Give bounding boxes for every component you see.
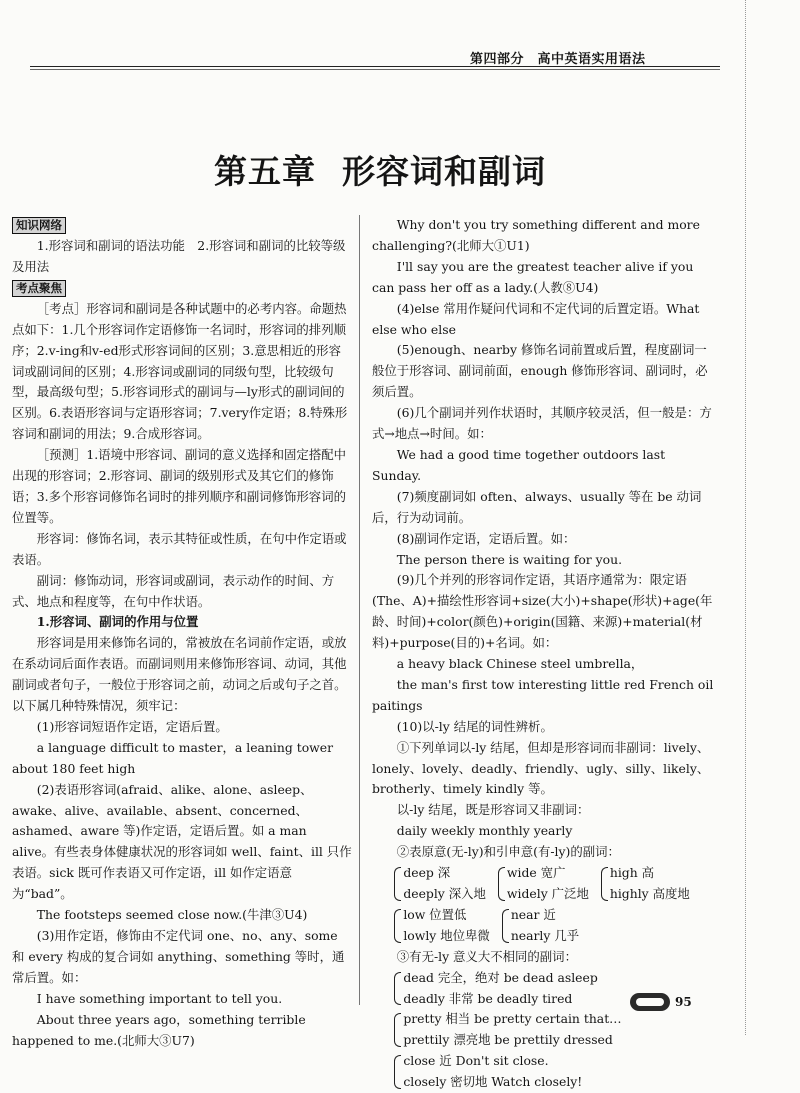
brace-icon: [601, 867, 608, 901]
paragraph: 形容词是用来修饰名词的，常被放在名词前作定语，或放在系动词后面作表语。而副词则用来修饰形容词、动词，其他副词或者句子，一般位于形容词之前，动词之后或句子之首。以下属几种特殊情况，须牢记：: [12, 635, 347, 714]
brace-group-row: [394, 1051, 714, 1093]
example: I have something important to tell you.: [36, 990, 283, 1006]
paragraph: 形容词：修饰名词，表示其特征或性质，在句中作定语或表语。: [12, 530, 347, 567]
chapter-name: 形容词和副词: [342, 152, 546, 191]
example: The footsteps seemed close now.(牛津③U4): [36, 907, 308, 923]
pair-item: prettily 漂亮地 be prettily dressed: [403, 1032, 613, 1048]
pair-item: deadly 非常 be deadly tired: [403, 990, 573, 1006]
header-rule: [30, 66, 720, 67]
running-header: 第四部分 高中英语实用语法: [470, 52, 646, 67]
paragraph: (9)几个并列的形容词作定语，其语序通常为：限定语(The、A)+描绘性形容词+size(大小)+shape(形状)+age(年龄、时间)+color(颜色)+origin(国籍、来源)+material(材料)+purpose(目的)+名词。如：: [372, 572, 713, 651]
example: daily weekly monthly yearly: [396, 823, 573, 839]
page-edge: [745, 0, 746, 1035]
example: a heavy black Chinese steel umbrella，: [396, 656, 644, 672]
paragraph: ③有无-ly 意义大不相同的副词：: [396, 948, 577, 964]
paragraph: (1)形容词短语作定语，定语后置。: [36, 718, 228, 734]
paragraph: (10)以-ly 结尾的词性辨析。: [396, 718, 553, 734]
page-ornament-icon: [630, 993, 670, 1011]
page-number-text: 95: [675, 995, 692, 1009]
column-divider: [359, 215, 360, 1005]
brace-icon: [498, 867, 505, 901]
pair-item: closely 密切地 Watch closely!: [403, 1074, 583, 1090]
paragraph: ［预测］1.语境中形容词、副词的意义选择和固定搭配中出现的形容词；2.形容词、副词的级别形式及其它们的修饰语；3.多个形容词修饰名词时的排列顺序和副词修饰形容词的位置等。: [12, 447, 346, 525]
example: We had a good time together outdoors last Sunday.: [372, 446, 666, 483]
pair-item: deep 深: [403, 865, 451, 881]
pair-item: dead 完全，绝对 be dead asleep: [403, 969, 598, 985]
paragraph: (5)enough、nearby 修饰名词前置或后置，程度副词一般位于形容词、副词前面，enough 修饰形容词、副词时，必须后置。: [372, 342, 708, 400]
example: the man's first tow interesting little red French oil paitings: [372, 676, 714, 713]
example: a language difficult to master，a leaning tower about 180 feet high: [12, 739, 334, 776]
pair-item: pretty 相当 be pretty certain that…: [403, 1011, 622, 1027]
brace-pair: [394, 1051, 582, 1093]
brace-pair: [394, 863, 486, 905]
paragraph: 副词：修饰动词，形容词或副词，表示动作的时间、方式、地点和程度等，在句中作状语。: [12, 572, 335, 609]
pair-item: close 近 Don't sit close.: [403, 1053, 549, 1069]
left-column: [12, 215, 352, 1051]
paragraph: ②表原意(无-ly)和引申意(有-ly)的副词：: [396, 844, 620, 860]
brace-icon: [502, 909, 509, 943]
right-column: [372, 215, 714, 1093]
brace-icon: [394, 1055, 401, 1089]
pair-item: high 高: [609, 865, 655, 881]
brace-icon: [394, 972, 401, 1006]
pair-item: lowly 地位卑微: [403, 927, 490, 943]
pair-item: highly 高度地: [609, 886, 690, 901]
pair-item: low 位置低: [403, 906, 467, 922]
brace-pair: [394, 968, 597, 1010]
brace-pair: [394, 905, 490, 947]
brace-group-row: [394, 905, 714, 947]
paragraph: ①下列单词以-ly 结尾，但却是形容词而非副词：lively、lonely、lovely、deadly、friendly、ugly、silly、likely、brotherly、timely kindly 等。: [372, 739, 710, 797]
brace-pair: [502, 905, 579, 947]
pair-item: near 近: [510, 906, 556, 922]
header-rule-thin: [30, 69, 720, 70]
chapter-number: 第五章: [214, 152, 316, 191]
paragraph: (8)副词作定语，定语后置。如：: [396, 530, 576, 546]
example: The person there is waiting for you.: [396, 551, 623, 567]
paragraph: (7)频度副词如 often、always、usually 等在 be 动词后，行为动词前。: [372, 488, 702, 525]
paragraph: ［考点］形容词和副词是各种试题中的必考内容。命题热点如下：1.几个形容词作定语修饰一名词时，形容词的排列顺序；2.v-ing和v-ed形式形容词间的区别；3.意思相近的形容词或副词间的区别；4.形容词或副词的同级句型，比较级句型，最高级句型；5.形容词形式的副词与—ly形式的副词间的区别。6.表语形容词与定语形容词；7.very作定语；8.特殊形容词和副词的用法；9.合成形容词。: [12, 300, 348, 442]
section-tag-knowledge: 知识网络: [12, 217, 66, 234]
subheading: 1.形容词、副词的作用与位置: [36, 614, 199, 630]
page-number: [630, 993, 692, 1011]
paragraph: (2)表语形容词(afraid、alike、alone、asleep、awake、alive、available、absent、concerned、ashamed、aware 等)作定语，定语后置。如 a man alive。有些表身体健康状况的形容词如 well、faint、ill 只作表语。sick 既可作表语又可作定语，ill 如作定语意为“bad”。: [12, 781, 352, 902]
paragraph: (6)几个副词并列作状语时，其顺序较灵活，但一般是：方式→地点→时间。如：: [372, 405, 712, 442]
brace-group-row: [394, 863, 714, 905]
section-tag-focus: 考点聚焦: [12, 280, 66, 297]
chapter-title: [0, 146, 760, 193]
brace-pair: [601, 863, 690, 905]
pair-item: wide 宽广: [506, 865, 566, 881]
example: I'll say you are the greatest teacher alive if you can pass her off as a lady.(人教⑧U4): [372, 258, 694, 295]
pair-item: nearly 几乎: [510, 927, 580, 943]
brace-icon: [394, 867, 401, 901]
pair-item: widely 广泛地: [506, 886, 589, 901]
example: Why don't you try something different and more challenging?(北师大①U1): [372, 217, 700, 253]
pair-item: deeply 深入地: [403, 886, 486, 901]
paragraph: 以-ly 结尾，既是形容词又非副词：: [396, 802, 590, 818]
brace-pair: [394, 1009, 621, 1051]
paragraph: (3)用作定语，修饰由不定代词 one、no、any、some 和 every 构成的复合词如 anything、something 等时，通常后置。如：: [12, 928, 345, 985]
brace-icon: [394, 1013, 401, 1047]
brace-pair: [498, 863, 589, 905]
example: About three years ago，something terrible happened to me.(北师大③U7): [12, 1011, 306, 1048]
brace-group-row: [394, 1009, 714, 1051]
paragraph: (4)else 常用作疑问代词和不定代词的后置定语。What else who else: [372, 300, 700, 337]
brace-icon: [394, 909, 401, 943]
paragraph: 1.形容词和副词的语法功能 2.形容词和副词的比较等级及用法: [12, 238, 346, 274]
